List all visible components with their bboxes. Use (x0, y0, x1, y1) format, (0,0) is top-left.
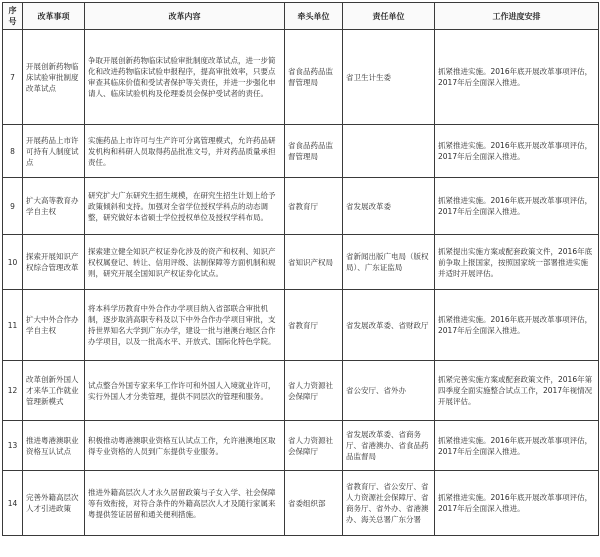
cell-seq: 13 (3, 421, 23, 471)
table-row (3, 421, 599, 471)
table-row (3, 361, 599, 421)
cell-content: 试点整合外国专家来华工作许可和外国人入境就业许可，实行外国人才分类管理，提供不同层次的管理和服务。 (85, 361, 285, 421)
cell-seq: 8 (3, 125, 23, 178)
cell-seq: 11 (3, 290, 23, 361)
cell-item: 完善外籍高层次人才引进政策 (23, 471, 85, 536)
cell-resp: 省发展改革委 (343, 178, 435, 235)
cell-item: 推进粤港澳职业资格互认试点 (23, 421, 85, 471)
header-resp: 责任单位 (343, 3, 435, 30)
cell-content: 研究扩大广东研究生招生规模，在研究生招生计划上给予政策倾斜和支持。加强对全省学位授权学科点的动态调整，研究做好本省硕士学位授权单位及授权学科布局。 (85, 178, 285, 235)
cell-lead: 省人力资源社会保障厅 (285, 361, 343, 421)
cell-content: 实施药品上市许可与生产许可分离管理模式，允许药品研发机构和科研人员取得药品批准文号，并对药品质量承担责任。 (85, 125, 285, 178)
table-header (3, 3, 599, 30)
cell-lead: 省知识产权局 (285, 235, 343, 290)
cell-lead: 省教育厅 (285, 178, 343, 235)
header-schedule: 工作进度安排 (435, 3, 599, 30)
cell-item: 改革创新外国人才来华工作就业管理新模式 (23, 361, 85, 421)
cell-resp: 省发展改革委、省财政厅 (343, 290, 435, 361)
cell-resp: 省发展改革委、省商务厅、省港澳办、省食品药品监督局 (343, 421, 435, 471)
header-content: 改革内容 (85, 3, 285, 30)
header-row (3, 3, 599, 30)
header-lead: 牵头单位 (285, 3, 343, 30)
cell-schedule: 抓紧推进实施。2016年底开展改革事项评估，2017年后全面深入推进。 (435, 471, 599, 536)
cell-schedule: 抓紧完善实施方案或配套政策文件，2016年第四季度全面实施整合试点工作，2017年视情况开展评估。 (435, 361, 599, 421)
cell-lead: 省人力资源社会保障厅 (285, 421, 343, 471)
table-row (3, 30, 599, 125)
cell-content: 积极推动粤港澳职业资格互认试点工作，允许港澳地区取得专业资格的人员到广东提供专业服务。 (85, 421, 285, 471)
cell-seq: 7 (3, 30, 23, 125)
cell-item: 探索开展知识产权综合管理改革 (23, 235, 85, 290)
cell-lead: 省委组织部 (285, 471, 343, 536)
cell-lead: 省食品药品监督管理局 (285, 30, 343, 125)
table-row (3, 235, 599, 290)
cell-schedule: 抓紧推进实施。2016年底开展改革事项评估，2017年后全面深入推进。 (435, 290, 599, 361)
cell-seq: 12 (3, 361, 23, 421)
table-body (3, 30, 599, 536)
cell-seq: 10 (3, 235, 23, 290)
cell-resp: 省教育厅、省公安厅、省人力资源社会保障厅、省商务厅、省外办、省港澳办、海关总署广东分署 (343, 471, 435, 536)
table-row (3, 125, 599, 178)
header-seq: 序号 (3, 3, 23, 30)
cell-seq: 14 (3, 471, 23, 536)
cell-resp: 省公安厅、省外办 (343, 361, 435, 421)
cell-resp: 省卫生计生委 (343, 30, 435, 125)
cell-resp (343, 125, 435, 178)
cell-seq: 9 (3, 178, 23, 235)
cell-content: 探索建立健全知识产权证券化涉及的资产和权利、知识产权权属登记、转让、信用评级、法制保障等方面机制和规则，研究开展全国知识产权证券化试点。 (85, 235, 285, 290)
cell-content: 争取开展创新药物临床试验审批制度改革试点，进一步简化和改进药物临床试验申报程序，提高审批效率，只要点审查其临床价值和受试者保护等关责任，并进一步强化申请人、临床试验机构及伦理委员会保护受试者的责任。 (85, 30, 285, 125)
cell-resp: 省新闻出版广电局（版权局）、广东证监局 (343, 235, 435, 290)
cell-item: 开展创新药物临床试验审批制度改革试点 (23, 30, 85, 125)
cell-lead: 省教育厅 (285, 290, 343, 361)
header-item: 改革事项 (23, 3, 85, 30)
cell-schedule: 抓紧推进实施。2016年底开展改革事项评估，2017年后全面深入推进。 (435, 125, 599, 178)
cell-schedule: 抓紧推进实施。2016年底开展改革事项评估，2017年后全面深入推进。 (435, 30, 599, 125)
cell-content: 将本科学历教育中外合作办学项目纳入省部联合审批机制，逐步取消高职专科及以下中外合作办学项目审批，支持世界知名大学到广东办学，建设一批与港澳台地区合作办学项目，以及一批高水平、开放式、国际化特色学院。 (85, 290, 285, 361)
cell-item: 扩大中外合作办学自主权 (23, 290, 85, 361)
cell-schedule: 抓紧推进实施。2016年底开展改革事项评估，2017年后全面深入推进。 (435, 178, 599, 235)
reform-table (2, 2, 599, 536)
cell-schedule: 抓紧提出实施方案或配套政策文件，2016年底前争取上报国家，按照国家统一部署推进实施并适时开展评估。 (435, 235, 599, 290)
table-row (3, 471, 599, 536)
table-row (3, 178, 599, 235)
table-row (3, 290, 599, 361)
cell-schedule: 抓紧推进实施。2016年底开展改革事项评估，2017年后全面深入推进。 (435, 421, 599, 471)
cell-content: 推进外籍高层次人才永久居留政策与子女入学、社会保障等有效衔接，对符合条件的外籍高层次人才及随行家属来粤提供签证居留和通关便利措施。 (85, 471, 285, 536)
cell-item: 开展药品上市许可持有人制度试点 (23, 125, 85, 178)
cell-lead: 省食品药品监督管理局 (285, 125, 343, 178)
cell-item: 扩大高等教育办学自主权 (23, 178, 85, 235)
